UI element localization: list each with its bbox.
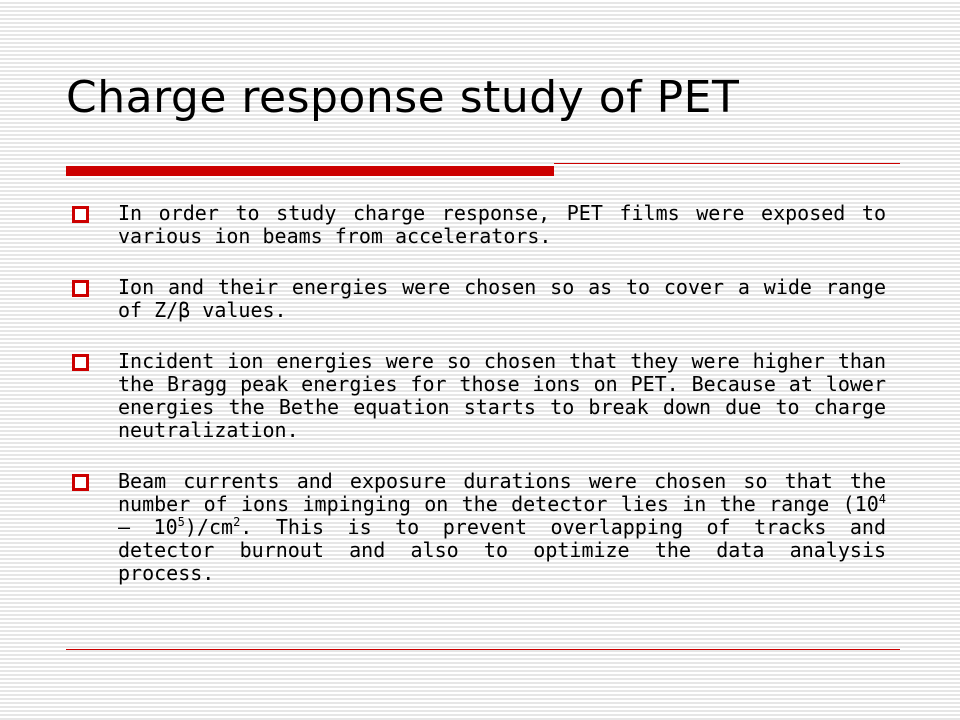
bullet-text: Incident ion energies were so chosen that they were higher than the Bragg peak energies for those ions on PET. Because at lower energies the Bethe equation starts to break down due to charge neutralization.	[118, 349, 886, 442]
bullet-item	[72, 202, 886, 248]
bullet-list	[72, 202, 886, 613]
hollow-square-bullet-icon	[72, 354, 89, 371]
bullet-item	[72, 276, 886, 322]
footer-rule	[66, 649, 900, 650]
bullet-item	[72, 470, 886, 585]
superscript-exponent: 4	[878, 492, 886, 506]
bullet-text-part: Beam currents and exposure durations were chosen so that the number of ions impinging on the detector lies in the range (10	[118, 469, 886, 516]
bullet-text: In order to study charge response, PET films were exposed to various ion beams from accelerators.	[118, 201, 886, 248]
superscript-exponent: 2	[233, 515, 241, 529]
bullet-text	[118, 470, 886, 585]
slide-title: Charge response study of PET	[66, 72, 740, 123]
bullet-text-part: )/cm	[184, 515, 234, 539]
bullet-text-part: – 10	[118, 515, 178, 539]
hollow-square-bullet-icon	[72, 474, 89, 491]
superscript-exponent: 5	[177, 515, 185, 529]
bullet-item	[72, 350, 886, 442]
title-underline-thin	[554, 163, 900, 164]
bullet-text-part: . This is to prevent overlapping of tracks and detector burnout and also to optimize the data analysis process.	[118, 515, 887, 585]
bullet-text: Ion and their energies were chosen so as to cover a wide range of Z/β values.	[118, 275, 886, 322]
title-underline-thick	[66, 166, 554, 176]
hollow-square-bullet-icon	[72, 280, 89, 297]
hollow-square-bullet-icon	[72, 206, 89, 223]
